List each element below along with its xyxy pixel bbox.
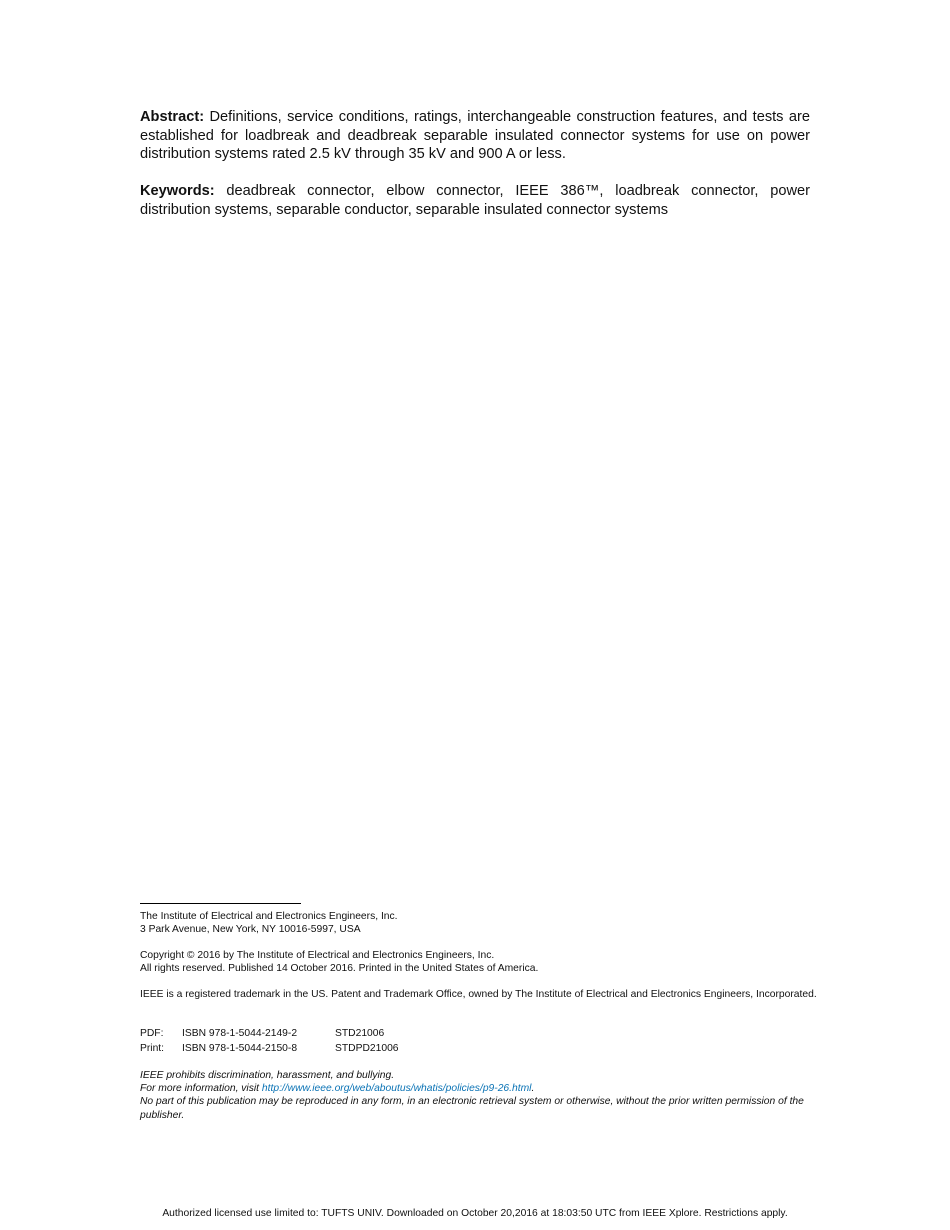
- abstract-paragraph: [140, 108, 810, 164]
- isbn-row-print: [140, 1042, 820, 1057]
- abstract-text: Definitions, service conditions, ratings, interchangeable construction features, and tests are established for loadbreak and deadbreak separable insulated connector systems for use on power distribution systems rated 2.5 kV through 35 kV and 900 A or less.: [140, 109, 810, 162]
- policy-link[interactable]: http://www.ieee.org/web/aboutus/whatis/policies/p9-26.html: [261, 1083, 532, 1095]
- isbn-code: STDPD21006: [335, 1043, 399, 1054]
- info-prefix: For more information, visit: [140, 1083, 262, 1095]
- license-note: Authorized licensed use limited to: TUFTS UNIV. Downloaded on October 20,2016 at 18:03:50 UTC from IEEE Xplore. Restrictions apply.: [162, 1208, 788, 1219]
- publisher-block: [140, 910, 820, 936]
- policy-block: [140, 1069, 820, 1122]
- isbn-number: ISBN 978-1-5044-2150-8: [182, 1043, 298, 1054]
- rights-line: All rights reserved. Published 14 October 2016. Printed in the United States of America.: [140, 963, 539, 975]
- policy-line: IEEE prohibits discrimination, harassment, and bullying.: [140, 1070, 395, 1081]
- info-line: [140, 1082, 820, 1095]
- trademark-block: [140, 988, 820, 1001]
- keywords-section: [140, 182, 810, 219]
- trademark-text: IEEE is a registered trademark in the US. Patent and Trademark Office, owned by The Institute of Electrical and Electronics Engineers, Incorporated.: [140, 989, 817, 1000]
- copyright-block: [140, 949, 820, 975]
- reproduction-notice: No part of this publication may be reproduced in any form, in an electronic retrieval system or otherwise, without the prior written permission of the publisher.: [140, 1096, 804, 1121]
- keywords-paragraph: [140, 182, 810, 219]
- publisher-address: 3 Park Avenue, New York, NY 10016-5997, USA: [140, 924, 361, 936]
- publisher-name: The Institute of Electrical and Electronics Engineers, Inc.: [140, 911, 398, 922]
- keywords-text: deadbreak connector, elbow connector, IEEE 386™, loadbreak connector, power distribution systems, separable conductor, separable insulated connector systems: [140, 183, 810, 218]
- abstract-section: [140, 108, 810, 164]
- isbn-format: Print:: [140, 1043, 165, 1054]
- copyright-line: Copyright © 2016 by The Institute of Electrical and Electronics Engineers, Inc.: [140, 950, 495, 961]
- isbn-format: PDF:: [140, 1028, 164, 1039]
- isbn-row-pdf: [140, 1027, 820, 1042]
- keywords-label: Keywords:: [140, 183, 215, 199]
- isbn-number: ISBN 978-1-5044-2149-2: [182, 1028, 298, 1039]
- info-suffix: .: [531, 1083, 535, 1095]
- abstract-label: Abstract:: [140, 109, 205, 125]
- isbn-code: STD21006: [335, 1028, 385, 1039]
- isbn-block: [140, 1027, 820, 1057]
- footer-divider: [140, 903, 301, 904]
